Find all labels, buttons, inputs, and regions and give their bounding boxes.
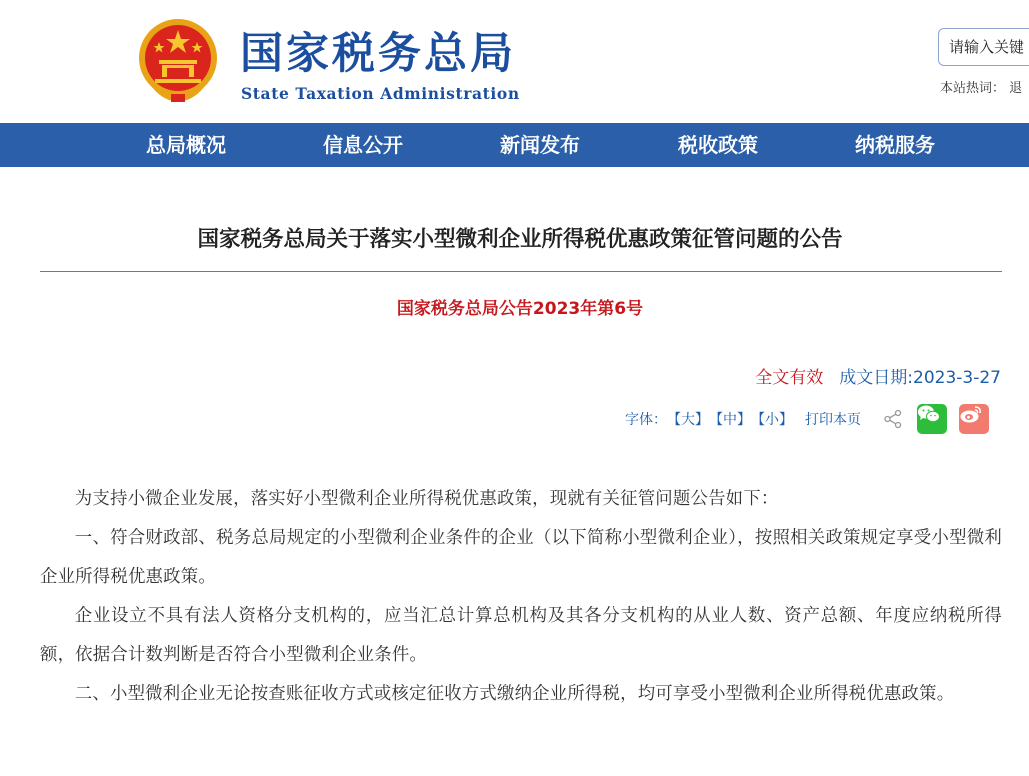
hot-words: 本站热词： 退 [940, 81, 1023, 96]
paragraph: 二、小型微利企业无论按查账征收方式或核定征收方式缴纳企业所得税，均可享受小型微利企业所得税优惠政策。 [74, 684, 955, 704]
validity-status: 全文有效 [755, 368, 824, 388]
national-emblem-icon[interactable] [137, 16, 219, 104]
paragraph: 为支持小微企业发展，落实好小型微利企业所得税优惠政策，现就有关征管问题公告如下： [74, 489, 779, 509]
search-input[interactable] [938, 28, 1029, 66]
print-button[interactable]: 打印本页 [805, 412, 861, 428]
document-number: 国家税务总局公告2023年第6号 [396, 299, 644, 319]
weibo-icon[interactable] [959, 404, 989, 434]
article-body [40, 480, 1002, 714]
nav-item-news[interactable]: 新闻发布 [500, 133, 580, 157]
article-meta [755, 363, 1001, 388]
paragraph: 企业设立不具有法人资格分支机构的，应当汇总计算总机构及其各分支机构的从业人数、资产总额、年度应纳税所得额，依据合计数判断是否符合小型微利企业条件。 [40, 606, 1002, 665]
wechat-icon[interactable] [917, 404, 947, 434]
font-large-button[interactable]: 【大】 [667, 412, 709, 428]
nav-item-info-disclosure[interactable]: 信息公开 [323, 133, 403, 157]
nav-item-tax-service[interactable]: 纳税服务 [855, 133, 935, 157]
title-divider [40, 271, 1002, 272]
font-size-label: 字体： [625, 412, 667, 428]
site-name-chinese[interactable]: 国家税务总局 [240, 29, 516, 79]
site-name-english[interactable]: State Taxation Administration [241, 84, 520, 103]
article-tools [625, 404, 989, 434]
main-nav [0, 123, 1029, 167]
share-icon[interactable] [883, 409, 903, 429]
font-medium-button[interactable]: 【中】 [709, 412, 751, 428]
article-title: 国家税务总局关于落实小型微利企业所得税优惠政策征管问题的公告 [197, 227, 843, 252]
date-label: 成文日期: [839, 368, 914, 388]
nav-item-tax-policy[interactable]: 税收政策 [678, 133, 758, 157]
paragraph: 一、符合财政部、税务总局规定的小型微利企业条件的企业（以下简称小型微利企业），按照相关政策规定享受小型微利企业所得税优惠政策。 [40, 528, 1002, 587]
date-value: 2023-3-27 [913, 368, 1001, 388]
nav-item-overview[interactable]: 总局概况 [146, 133, 226, 157]
font-small-button[interactable]: 【小】 [751, 412, 793, 428]
site-header [0, 0, 1029, 123]
